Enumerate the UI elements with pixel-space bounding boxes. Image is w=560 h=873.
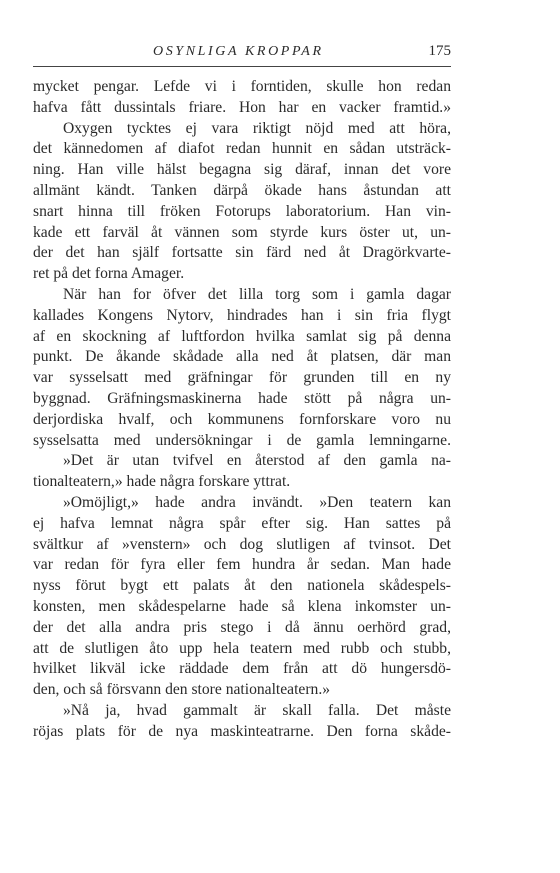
text-line: nyss förut bygt ett palats åt den nationela skådespels- [33, 577, 451, 595]
text-line: att de slutligen åto upp hela teatern med rubb och stubb, [33, 639, 451, 657]
text-line: var redan för fyra eller fem hundra år sedan. Man hade [33, 556, 451, 574]
text-line: mycket pengar. Lefde vi i forntiden, skulle hon redan [33, 78, 451, 95]
text-line: punkt. De åkande skådade alla ned åt platsen, där man [33, 348, 451, 366]
text-line: ning. Han ville hälst begagna sig däraf, innan det vore [33, 161, 451, 179]
running-header [33, 42, 451, 67]
text-line: svältkur af »venstern» och dog slutligen af tvinsot. Det [33, 535, 451, 553]
text-line: der det han själf fortsatte sin färd ned åt Dragörkvarte- [33, 244, 451, 262]
text-line: konsten, men skådespelarne hade så klena inkomster un- [33, 597, 451, 615]
page-number: 175 [428, 43, 451, 59]
running-title: OSYNLIGA KROPPAR [153, 44, 324, 59]
text-line: af en skockning af luftfordon hvilka samlat sig på denna [33, 327, 451, 345]
text-line: röjas plats för de nya maskinteatrarne. Den forna skåde- [33, 722, 451, 740]
text-line: der det alla andra pris stego i då ännu oerhörd grad, [33, 618, 451, 636]
text-line: allmänt kändt. Tanken därpå ökade hans åstundan att [33, 181, 451, 199]
text-line: derjordiska hvalf, och kommunens fornforskare voro nu [33, 410, 451, 428]
text-line: kade ett farväl åt vännen som styrde kurs öster ut, un- [33, 223, 451, 241]
text-line: kallades Kongens Nytorv, hindrades han i sin fria flygt [33, 306, 451, 324]
text-line: Oxygen tycktes ej vara riktigt nöjd med att höra, [63, 119, 451, 137]
text-line: ej hafva lemnat några spår efter sig. Han sattes på [33, 514, 451, 532]
text-line: var sysselsatt med gräfningar för grunden till en ny [33, 369, 451, 387]
text-line: »Det är utan tvifvel en återstod af den gamla na- [63, 452, 451, 470]
text-line: tionalteatern,» hade några forskare yttrat. [33, 473, 291, 491]
text-line: hvilket likväl icke räddade dem från att dö hungersdö- [33, 660, 451, 678]
text-line: ret på det forna Amager. [33, 265, 185, 283]
text-line: »Nå ja, hvad gammalt är skall falla. Det måste [63, 701, 451, 719]
text-line: det kännedomen af diafot redan hunnit en sådan utsträck- [33, 140, 451, 158]
body-text [33, 77, 451, 743]
text-line: den, och så försvann den store nationalteatern.» [33, 681, 331, 699]
text-line: snart hinna till fröken Fotorups laboratorium. Han vin- [33, 202, 451, 220]
text-line: När han for öfver det lilla torg som i gamla dagar [63, 285, 451, 303]
text-line: sysselsatta med undersökningar i de gamla lemningarne. [33, 431, 451, 449]
text-line: byggnad. Gräfningsmaskinerna hade stött på några un- [33, 389, 451, 407]
text-line: »Omöjligt,» hade andra invändt. »Den teatern kan [63, 493, 451, 511]
text-line: hafva fått dussintals friare. Hon har en vacker framtid.» [33, 98, 451, 116]
